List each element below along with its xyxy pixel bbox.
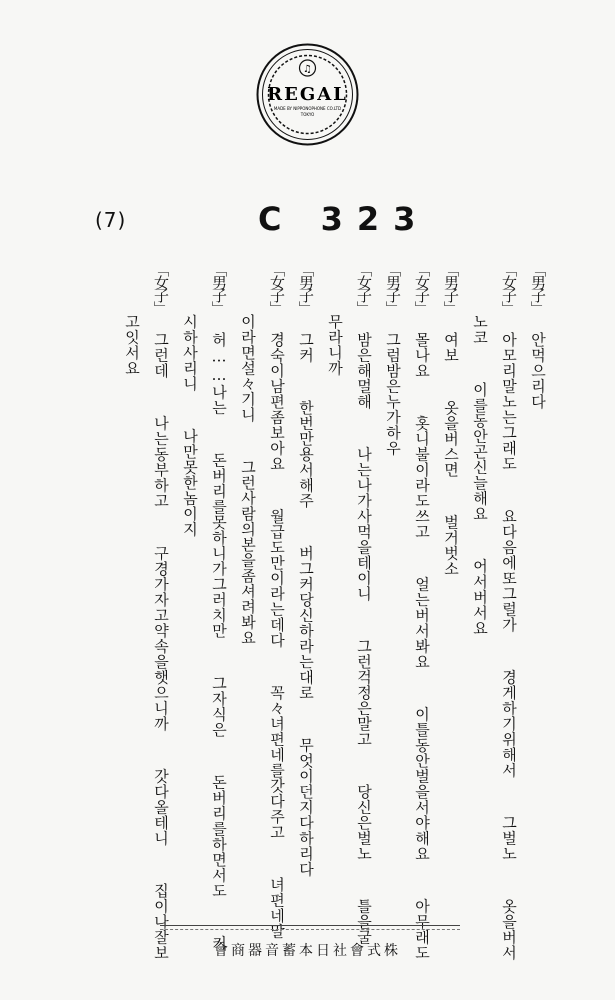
text-column — [355, 262, 373, 945]
dialogue-text: 몰나요 홋니불이라도쓰고 얼는버서봐요 이틀동안벌을서야해요 아무래도 — [413, 332, 431, 961]
speaker-tag: 「女子」 — [355, 262, 373, 314]
text-column — [413, 262, 431, 961]
footer-divider — [160, 925, 460, 926]
text-column — [472, 262, 487, 974]
dialogue-text: 이라면설々기니 그런사람의본을좀셔려봐요 — [239, 314, 257, 646]
text-column — [124, 262, 139, 974]
dialogue-text: 여보 옷을버스면 벌거벗소 — [442, 332, 460, 577]
dialogue-text: 밤은해멀해 나는나가사먹을테이니 그런걱정은말고 당신은벌노 틀을굴 — [355, 332, 373, 945]
text-column — [298, 262, 313, 922]
text-column — [152, 262, 170, 961]
speaker-tag: 「男子」 — [210, 262, 228, 314]
speaker-tag: 「女子」 — [500, 262, 518, 314]
dialogue-text: 안먹으리다 — [529, 332, 547, 410]
text-column — [182, 262, 197, 974]
svg-text:♫: ♫ — [303, 64, 312, 75]
dialogue-text: 그런데 나는동부하고 구경가자고약속을햇으니까 갓다올테니 집이나잘보 — [152, 332, 170, 961]
speaker-tag: 「女子」 — [268, 262, 286, 314]
label-brand: REGAL — [267, 84, 348, 105]
dialogue-text: 그럼밤은누가하우 — [384, 332, 402, 456]
dialogue-text: 고잇서요 — [123, 314, 141, 376]
text-column — [530, 262, 545, 922]
label-subtext-1: MADE BY NIPPONOPHONE CO.LTD — [273, 106, 342, 111]
text-column — [240, 262, 255, 974]
dialogue-text: 시하사리니 나만못한놈이지 — [181, 314, 199, 537]
dialogue-text: 무라니까 — [326, 314, 344, 376]
dialogue-text: 노코 이를동안곤신늘해요 어서버서요 — [471, 314, 489, 636]
dialogue-text: 그커 한번만용서해주 버그커당신하라는대로 무엇이던지다하리다 — [297, 332, 315, 877]
speaker-tag: 「男子」 — [529, 262, 547, 314]
regal-label-logo — [255, 42, 360, 147]
dialogue-text: 경숙이남편좀보아요 월급도만이라는데다 꼭々녀편네를갓다주고 녀편네말 — [268, 332, 286, 939]
publisher-name: 會商器音蓄本日社會式株 — [214, 943, 401, 959]
text-column — [327, 262, 342, 974]
dialogue-text: 아모리말노는그래도 요다음에또그럴가 경게하기위해서 그벌노 옷을버서 — [500, 332, 518, 961]
text-column — [443, 262, 458, 922]
text-column — [268, 262, 286, 939]
catalog-number: C 323 — [258, 200, 430, 238]
side-label: (7) — [95, 208, 127, 232]
dialogue-text: 허……나는 돈버리를못하니가그러치만 그자식은 돈버리를하면서도 커 — [210, 332, 228, 951]
speaker-tag: 「女子」 — [152, 262, 170, 314]
speaker-tag: 「女子」 — [413, 262, 431, 314]
text-column — [385, 262, 400, 922]
label-subtext-2: TOKYO — [300, 112, 315, 117]
speaker-tag: 「男子」 — [297, 262, 315, 314]
text-column — [500, 262, 518, 961]
speaker-tag: 「男子」 — [442, 262, 460, 314]
speaker-tag: 「男子」 — [384, 262, 402, 314]
text-column — [210, 262, 228, 951]
